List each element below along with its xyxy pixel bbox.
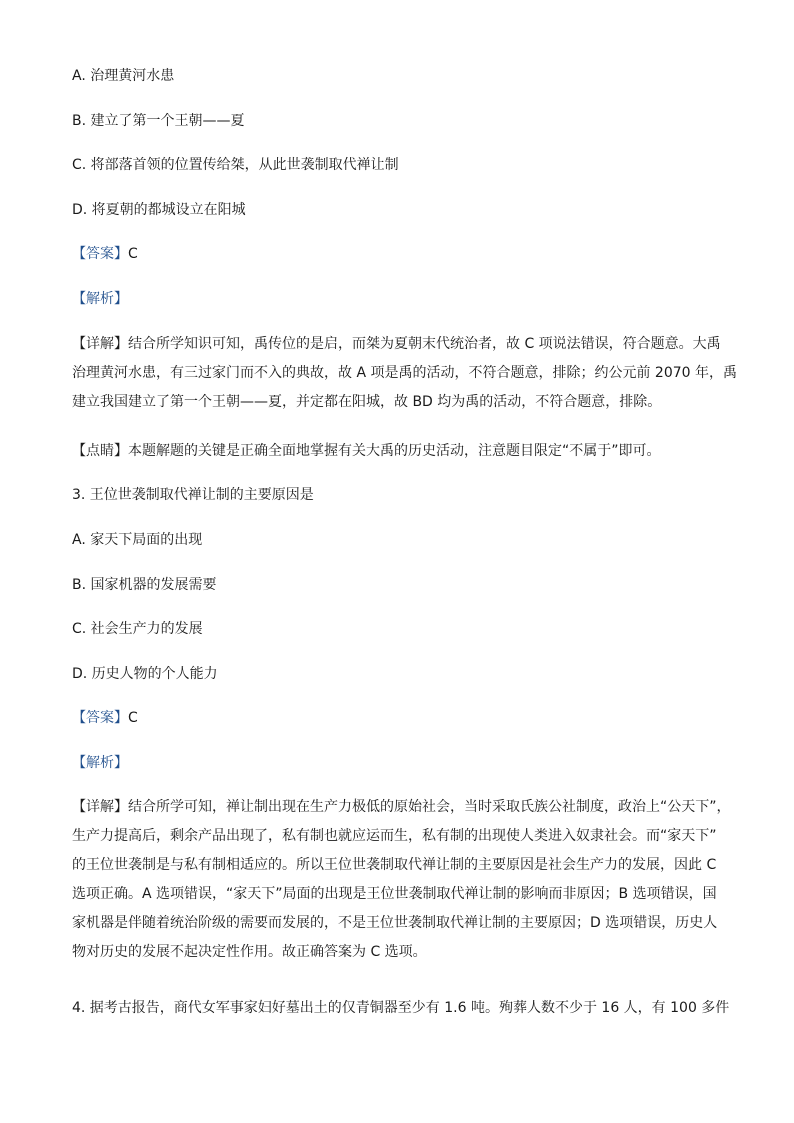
q3-analysis-heading xyxy=(72,753,128,773)
detail-tag: 【详解】 xyxy=(72,336,128,352)
question-4: 4. 据考古报告，商代女军事家妇好墓出土的仅青铜器至少有 1.6 吨。殉葬人数不少于 16 人，有 100 多件 xyxy=(72,1000,730,1016)
q3-option-a: A. 家天下局面的出现 xyxy=(72,532,203,548)
analysis-heading xyxy=(72,289,128,309)
point-text: 本题解题的关键是正确全面地掌握有关大禹的历史活动，注意题目限定“不属于”即可。 xyxy=(128,443,661,459)
q3-detail-line-1: 【详解】结合所学可知，禅让制出现在生产力极低的原始社会，当时采取氏族公社制度，政治上“公天下”， xyxy=(72,799,731,815)
key-point-line xyxy=(72,441,661,461)
detail-line-3: 建立我国建立了第一个王朝——夏，并定都在阳城，故 BD 均为禹的活动，不符合题意，排除。 xyxy=(72,394,662,410)
q3-detail-paragraph xyxy=(72,793,731,967)
q3-option-b: B. 国家机器的发展需要 xyxy=(72,577,217,593)
answer-tag: 【答案】 xyxy=(72,246,128,262)
detail-line-2: 治理黄河水患，有三过家门而不入的典故，故 A 项是禹的活动，不符合题意，排除；约公元前 2070 年，禹 xyxy=(72,365,738,381)
q3-analysis-tag: 【解析】 xyxy=(72,755,128,771)
q3-detail-line-6: 物对历史的发展不起决定性作用。故正确答案为 C 选项。 xyxy=(72,944,427,960)
option-d: D. 将夏朝的都城设立在阳城 xyxy=(72,202,246,218)
q3-detail-tag: 【详解】 xyxy=(72,799,128,815)
answer-line xyxy=(72,244,138,264)
detail-line-1: 【详解】结合所学知识可知，禹传位的是启，而桀为夏朝末代统治者，故 C 项说法错误，符合题意。大禹 xyxy=(72,336,721,352)
q3-detail-line-3: 的王位世袭制是与私有制相适应的。所以王位世袭制取代禅让制的主要原因是社会生产力的发展，因此 C xyxy=(72,857,717,873)
q3-detail-line-2: 生产力提高后，剩余产品出现了，私有制也就应运而生，私有制的出现使人类进入奴隶社会。而“家天下” xyxy=(72,828,717,844)
analysis-tag: 【解析】 xyxy=(72,291,128,307)
q3-answer-value: C xyxy=(128,710,138,726)
option-c: C. 将部落首领的位置传给桀，从此世袭制取代禅让制 xyxy=(72,157,399,173)
option-a: A. 治理黄河水患 xyxy=(72,68,175,84)
q3-option-d: D. 历史人物的个人能力 xyxy=(72,666,218,682)
answer-value: C xyxy=(128,246,138,262)
point-tag: 【点睛】 xyxy=(72,443,128,459)
q3-answer-tag: 【答案】 xyxy=(72,710,128,726)
option-b: B. 建立了第一个王朝——夏 xyxy=(72,113,245,129)
q3-option-c: C. 社会生产力的发展 xyxy=(72,621,203,637)
q3-detail-line-5: 家机器是伴随着统治阶级的需要而发展的，不是王位世袭制取代禅让制的主要原因；D 选项错误，历史人 xyxy=(72,915,718,931)
question-3: 3. 王位世袭制取代禅让制的主要原因是 xyxy=(72,487,314,503)
q3-detail-line-4: 选项正确。A 选项错误，“家天下”局面的出现是王位世袭制取代禅让制的影响而非原因；B 选项错误，国 xyxy=(72,886,717,902)
detail-paragraph xyxy=(72,330,738,417)
q3-answer-line xyxy=(72,708,138,728)
